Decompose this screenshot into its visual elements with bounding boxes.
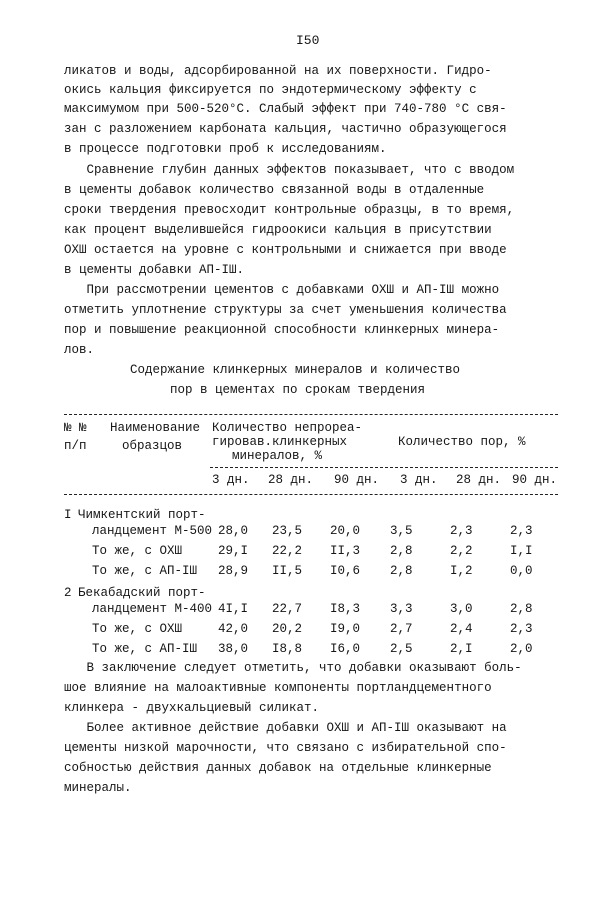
value-cell: I8,3 [330,602,361,616]
row-name: ландцемент М-500 [92,524,213,538]
header-number: № № [64,421,87,435]
text-line: минералы. [64,781,132,795]
value-cell: 2,7 [390,622,413,636]
value-cell: II,3 [330,544,361,558]
header-minerals: гировав.клинкерных [212,435,348,449]
subheader: 90 дн. [334,473,380,487]
header-minerals: Количество непрорea- [212,421,363,435]
value-cell: 38,0 [218,642,249,656]
text-line: максимумом при 500-520°С. Слабый эффект при 740-780 °С свя- [64,102,507,116]
text-line: ликатов и воды, адсорбированной на их поверхности. Гидро- [64,64,492,78]
value-cell: I,2 [450,564,473,578]
header-pores: Количество пор, % [398,435,526,449]
row-name: То же, с ОХШ [92,544,183,558]
row-name: То же, с АП-IШ [92,564,198,578]
table-top-rule [64,414,558,415]
text-line: Сравнение глубин данных эффектов показывает, что с вводом [64,163,515,177]
value-cell: 3,3 [390,602,413,616]
text-line: клинкера - двухкальциевый силикат. [64,701,320,715]
value-cell: I0,6 [330,564,361,578]
text-line: в цементы добавки АП-IШ. [64,263,245,277]
value-cell: 20,0 [330,524,361,538]
value-cell: 2,I [450,642,473,656]
value-cell: 22,7 [272,602,303,616]
text-line: шое влияние на малоактивные компоненты портландцементного [64,681,492,695]
value-cell: II,5 [272,564,303,578]
value-cell: 0,0 [510,564,533,578]
table-caption-line-2: пор в цементах по срокам твердения [170,383,426,397]
value-cell: 3,5 [390,524,413,538]
value-cell: I6,0 [330,642,361,656]
value-cell: 2,8 [390,544,413,558]
row-name: ландцемент М-400 [92,602,213,616]
text-line: цементы низкой марочности, что связано с избирательной спо- [64,741,507,755]
text-line: отметить уплотнение структуры за счет уменьшения количества [64,303,507,317]
value-cell: 22,2 [272,544,303,558]
row-name: То же, с АП-IШ [92,642,198,656]
value-cell: 42,0 [218,622,249,636]
text-line: лов. [64,343,95,357]
text-line: сроки твердения превосходит контрольные образцы, в то время, [64,203,515,217]
value-cell: 4I,I [218,602,249,616]
group-number: I [64,508,72,522]
page-number: I50 [296,33,320,48]
text-line: зан с разложением карбоната кальция, частично образующегося [64,122,507,136]
value-cell: 2,8 [510,602,533,616]
value-cell: I9,0 [330,622,361,636]
table-caption-line-1: Содержание клинкерных минералов и количество [130,363,461,377]
text-line: собностью действия данных добавок на отдельные клинкерные [64,761,492,775]
text-line: В заключение следует отметить, что добавки оказывают боль- [64,661,522,675]
subheader: 3 дн. [212,473,250,487]
value-cell: I8,8 [272,642,303,656]
value-cell: 29,I [218,544,249,558]
header-name: Наименование [110,421,201,435]
subheader-rule [210,467,558,468]
value-cell: 2,2 [450,544,473,558]
group-name: Бекабадский порт- [78,586,206,600]
text-line: Более активное действие добавки ОХШ и АП-IШ оказывают на [64,721,507,735]
value-cell: 23,5 [272,524,303,538]
header-number: п/п [64,439,87,453]
value-cell: I,I [510,544,533,558]
header-bottom-rule [64,494,558,495]
value-cell: 2,3 [450,524,473,538]
row-name: То же, с ОХШ [92,622,183,636]
text-line: как процент выделившейся гидроокиси кальция в присутствии [64,223,492,237]
text-line: пор и повышение реакционной способности клинкерных минера- [64,323,500,337]
value-cell: 3,0 [450,602,473,616]
value-cell: 2,3 [510,622,533,636]
value-cell: 20,2 [272,622,303,636]
header-name: образцов [122,439,183,453]
value-cell: 2,4 [450,622,473,636]
subheader: 90 дн. [512,473,558,487]
group-number: 2 [64,586,72,600]
text-line: в цементы добавок количество связанной воды в отдаленные [64,183,485,197]
text-line: окись кальция фиксируется по эндотермическому эффекту с [64,83,477,97]
group-name: Чимкентский порт- [78,508,206,522]
value-cell: 28,9 [218,564,249,578]
subheader: 28 дн. [456,473,502,487]
header-minerals: минералов, % [232,449,323,463]
subheader: 3 дн. [400,473,438,487]
text-line: ОХШ остается на уровне с контрольными и снижается при вводе [64,243,507,257]
value-cell: 2,8 [390,564,413,578]
subheader: 28 дн. [268,473,314,487]
value-cell: 2,3 [510,524,533,538]
text-line: При рассмотрении цементов с добавками ОХШ и АП-IШ можно [64,283,500,297]
text-line: в процессе подготовки проб к исследованиям. [64,142,387,156]
value-cell: 2,0 [510,642,533,656]
value-cell: 2,5 [390,642,413,656]
value-cell: 28,0 [218,524,249,538]
